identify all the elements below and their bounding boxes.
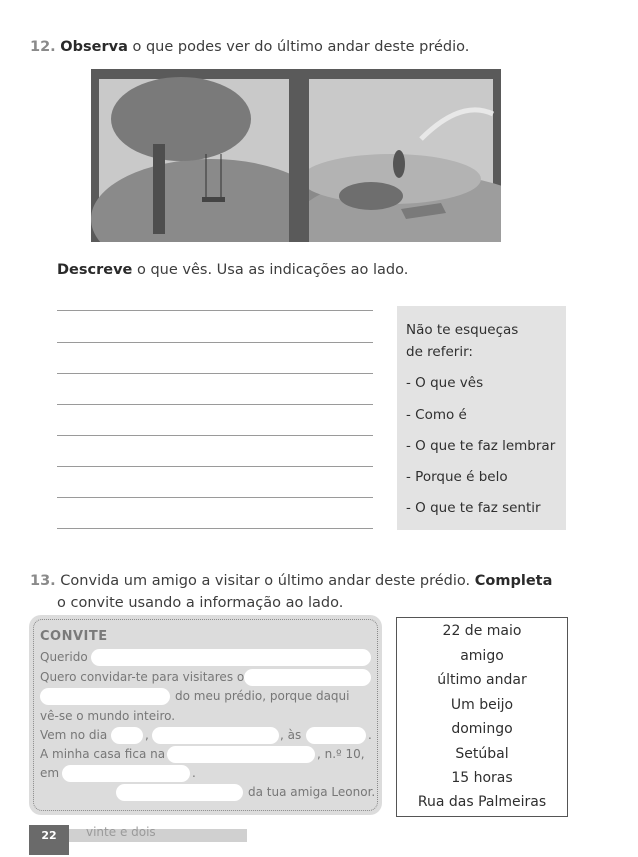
invitation-text: em bbox=[40, 766, 60, 780]
invitation-text: do meu prédio, porque daqui bbox=[175, 689, 350, 703]
describe-text: o que vês. Usa as indicações ao lado. bbox=[132, 262, 409, 278]
writing-line[interactable] bbox=[57, 466, 373, 467]
tips-item: - O que te faz lembrar bbox=[406, 438, 556, 454]
invitation-text: . bbox=[368, 728, 372, 742]
question-number: 13. bbox=[30, 573, 56, 589]
info-item: 15 horas bbox=[451, 770, 513, 786]
blank-friend[interactable] bbox=[91, 649, 371, 666]
blank-floor-cont[interactable] bbox=[40, 688, 170, 705]
blank-closing[interactable] bbox=[116, 784, 243, 801]
tips-item: - Como é bbox=[406, 407, 467, 423]
invitation-text: A minha casa fica na bbox=[40, 747, 166, 761]
invitation-text: . bbox=[192, 766, 196, 780]
writing-line[interactable] bbox=[57, 497, 373, 498]
blank-day[interactable] bbox=[111, 727, 143, 744]
writing-line[interactable] bbox=[57, 404, 373, 405]
invitation-text: , n.º 10, bbox=[317, 747, 365, 761]
writing-line[interactable] bbox=[57, 310, 373, 311]
writing-line[interactable] bbox=[57, 435, 373, 436]
tips-item: - O que vês bbox=[406, 375, 484, 391]
info-item: Um beijo bbox=[450, 697, 514, 713]
invitation-text: vê-se o mundo inteiro. bbox=[40, 709, 176, 723]
invitation-text: Quero convidar-te para visitares o bbox=[40, 670, 245, 684]
info-item: amigo bbox=[460, 648, 504, 664]
question-text: o que podes ver do último andar deste prédio. bbox=[127, 39, 470, 55]
blank-date[interactable] bbox=[152, 727, 279, 744]
info-box bbox=[396, 617, 568, 817]
invitation-title: CONVITE bbox=[40, 629, 108, 644]
tips-item: - Porque é belo bbox=[406, 469, 508, 485]
tips-box bbox=[397, 306, 566, 530]
writing-line[interactable] bbox=[57, 342, 373, 343]
question-13 bbox=[30, 570, 552, 592]
question-verb: Completa bbox=[474, 573, 553, 589]
invitation-text: , bbox=[145, 728, 149, 742]
question-12 bbox=[30, 36, 469, 58]
invitation-text: Vem no dia bbox=[40, 728, 108, 742]
invitation-text: Querido bbox=[40, 650, 88, 664]
question-number: 12. bbox=[30, 39, 56, 55]
writing-line[interactable] bbox=[57, 528, 373, 529]
window-view-illustration bbox=[91, 69, 501, 242]
writing-line[interactable] bbox=[57, 373, 373, 374]
info-item: Setúbal bbox=[455, 746, 509, 762]
question-verb: Observa bbox=[60, 39, 128, 55]
info-item: 22 de maio bbox=[442, 623, 522, 639]
invitation-card bbox=[29, 615, 382, 815]
blank-floor[interactable] bbox=[244, 669, 371, 686]
tips-title-line2: de referir: bbox=[406, 344, 473, 360]
page-number: 22 bbox=[29, 825, 69, 855]
info-item: último andar bbox=[437, 672, 527, 688]
tips-item: - O que te faz sentir bbox=[406, 500, 541, 516]
invitation-text: , às bbox=[280, 728, 302, 742]
question-text: Convida um amigo a visitar o último andar deste prédio. bbox=[55, 573, 475, 589]
blank-city[interactable] bbox=[62, 765, 190, 782]
blank-time[interactable] bbox=[306, 727, 366, 744]
question-13-line2: o convite usando a informação ao lado. bbox=[57, 595, 344, 611]
describe-verb: Descreve bbox=[57, 262, 133, 278]
page-number-words: vinte e dois bbox=[86, 825, 156, 839]
blank-street[interactable] bbox=[167, 746, 315, 763]
describe-instruction bbox=[57, 262, 408, 278]
info-item: Rua das Palmeiras bbox=[417, 794, 547, 810]
tips-title-line1: Não te esqueças bbox=[406, 322, 519, 338]
invitation-text: da tua amiga Leonor. bbox=[248, 785, 376, 799]
info-item: domingo bbox=[451, 721, 513, 737]
